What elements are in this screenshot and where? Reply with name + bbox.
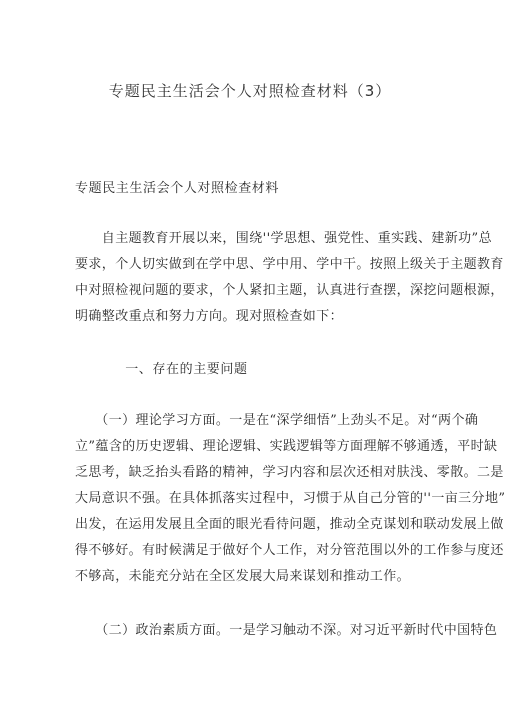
paragraph-line: 出发，在运用发展且全面的眼光看待问题，推动全克谋划和联动发展上做 [75, 517, 504, 532]
intro-paragraph [75, 226, 504, 330]
paragraph-line: 乏思考，缺乏抬头看路的精神，学习内容和层次还相对肤浅、零散。二是 [75, 465, 504, 480]
section-2-paragraph [75, 618, 498, 644]
paragraph-line: 中对照检视问题的要求，个人紧扣主题，认真进行查摆，深挖问题根源， [75, 283, 504, 298]
paragraph-line: 不够高，未能充分站在全区发展大局来谋划和推动工作。 [75, 569, 411, 584]
paragraph-line: 要求，个人切实做到在学中思、学中用、学中干。按照上级关于主题教育 [75, 257, 504, 272]
paragraph-line: 明确整改重点和努力方向。现对照检查如下： [75, 309, 344, 324]
document-title: 专题民主生活会个人对照检查材料（3） [108, 82, 392, 100]
paragraph-line: 立”蕴含的历史逻辑、理论逻辑、实践逻辑等方面理解不够通透，平时缺 [75, 439, 498, 454]
paragraph-line: 得不够好。有时候满足于做好个人工作，对分管范围以外的工作参与度还 [75, 543, 504, 558]
paragraph-line: 大局意识不强。在具体抓落实过程中，习惯于从自己分管的''一亩三分地” [75, 491, 505, 506]
section-1-paragraph [75, 408, 505, 590]
document-subtitle: 专题民主生活会个人对照检查材料 [75, 181, 280, 196]
section-heading: 一、存在的主要问题 [98, 362, 248, 377]
paragraph-line: （二）政治素质方面。一是学习触动不深。对习近平新时代中国特色 [75, 623, 498, 638]
paragraph-line: 自主题教育开展以来，围绕''学思想、强党性、重实践、建新功”总 [75, 231, 492, 246]
paragraph-line: （一）理论学习方面。一是在“深学细悟”上劲头不足。对“两个确 [75, 413, 479, 428]
